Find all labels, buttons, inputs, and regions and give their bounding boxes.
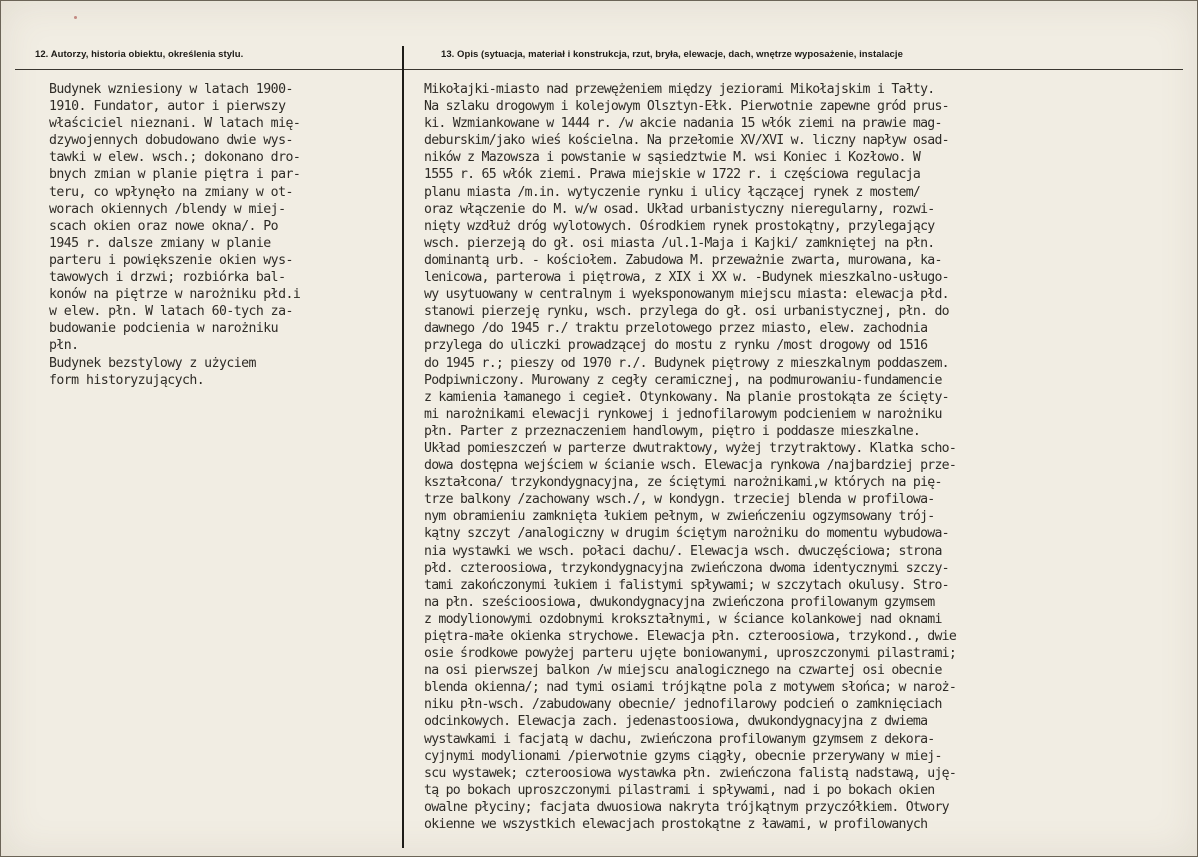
text-line: trze balkony /zachowany wsch./, w kondygn. trzeciej blenda w profilowa- — [424, 492, 935, 508]
text-line: ników z Mazowsza i powstanie w sąsiedztwie M. wsi Koniec i Kozłowo. W — [424, 150, 921, 166]
description-text — [424, 81, 1184, 833]
text-line: teru, co wpłynęło na zmiany w ot- — [49, 184, 293, 200]
text-line: dawnego /do 1945 r./ traktu przelotowego przez miasto, elew. zachodnia — [424, 321, 928, 337]
text-line: Podpiwniczony. Murowany z cegły ceramicznej, na podmurowaniu-fundamencie — [424, 372, 942, 388]
text-line: form historyzujących. — [49, 372, 205, 388]
text-line: lenicowa, parterowa i piętrowa, z XIX i XX w. -Budynek mieszkalno-usługo- — [424, 270, 949, 286]
text-line: stanowi pierzeję rynku, wsch. przylega do gł. osi urbanistycznej, płn. do — [424, 304, 949, 320]
text-line: scach okien oraz nowe okna/. Po — [49, 218, 279, 234]
text-line: Układ pomieszczeń w parterze dwutraktowy, wyżej trzytraktowy. Klatka scho- — [424, 440, 957, 456]
text-line: tawowych i drzwi; rozbiórka bal- — [49, 270, 286, 286]
text-line: z kamienia łamanego i cegieł. Otynkowany. Na planie prostokąta ze ścięty- — [424, 389, 949, 405]
text-line: planu miasta /m.in. wytyczenie rynku i ulicy łączącej rynek z mostem/ — [424, 184, 921, 200]
text-line: kątny szczyt /analogiczny w drugim ściętym narożniku do momentu wybudowa- — [424, 526, 949, 542]
text-line: tą po bokach uproszczonymi pilastrami i spływami, nad i po bokach okien — [424, 782, 935, 798]
text-line: nia wystawki we wsch. połaci dachu/. Elewacja wsch. dwuczęściowa; strona — [424, 543, 942, 559]
text-line: na płn. sześcioosiowa, dwukondygnacyjna zwieńczona profilowanym gzymsem — [424, 594, 935, 610]
text-line: płn. Parter z przeznaczeniem handlowym, piętro i poddasze mieszkalne. — [424, 423, 921, 439]
section-13-header: 13. Opis (sytuacja, materiał i konstrukcja, rzut, bryła, elewacje, dach, wnętrze wyposażenie, instalacje — [441, 49, 903, 60]
text-line: właściciel nieznani. W latach mię- — [49, 116, 301, 132]
text-line: wsch. pierzeją do gł. osi miasta /ul.1-Maja i Kajki/ zamkniętej na płn. — [424, 235, 935, 251]
text-line: piętra-małe okienka strychowe. Elewacja płn. czteroosiowa, trzykond., dwie — [424, 629, 957, 644]
text-line: Budynek bezstylowy z użyciem — [49, 355, 256, 371]
ink-speck — [74, 16, 77, 19]
text-line: w elew. płn. W latach 60-tych za- — [49, 304, 293, 320]
header-divider — [15, 69, 1183, 70]
text-line: niku płn-wsch. /zabudowany obecnie/ jednofilarowy podcień o zamknięciach — [424, 697, 942, 713]
text-line: tawki w elew. wsch.; dokonano dro- — [49, 150, 301, 166]
text-line: okienne we wszystkich elewacjach prostokątne z ławami, w profilowanych — [424, 817, 928, 833]
section-12-header: 12. Autorzy, historia obiektu, określenia stylu. — [35, 49, 244, 60]
text-line: ki. Wzmiankowane w 1444 r. /w akcie nadania 15 włók ziemi na prawie mag- — [424, 116, 942, 132]
text-line: z modylionowymi ozdobnymi krokształnymi, w ściance kolankowej nad oknami — [424, 611, 942, 627]
text-line: kształcona/ trzykondygnacyjna, ze ściętymi narożnikami,w których na pię- — [424, 475, 942, 491]
text-line: oraz włączenie do M. w/w osad. Układ urbanistyczny nieregularny, rozwi- — [424, 201, 935, 217]
text-line: wy usytuowany w centralnym i wyeksponowanym miejscu miasta: elewacja płd. — [424, 287, 949, 303]
text-line: 1910. Fundator, autor i pierwszy — [49, 99, 286, 115]
text-line: 1555 r. 65 włók ziemi. Prawa miejskie w 1722 r. i częściowa regulacja — [424, 167, 921, 183]
text-line: mi narożnikami elewacji rynkowej i jednofilarowym podcieniem w narożniku — [424, 406, 942, 422]
text-line: dowa dostępna wejściem w ścianie wsch. Elewacja rynkowa /najbardziej prze- — [424, 458, 957, 474]
text-line: na osi pierwszej balkon /w miejscu analogicznego na czwartej osi obecnie — [424, 663, 942, 679]
text-line: tami zakończonymi łukiem i falistymi spływami; w szczytach okulusy. Stro- — [424, 577, 949, 593]
text-line: nięty wzdłuż dróg wylotowych. Ośrodkiem rynek prostokątny, przylegający — [424, 218, 935, 234]
text-line: dominantą urb. - kościołem. Zabudowa M. przeważnie zwarta, murowana, ka- — [424, 252, 942, 268]
text-line: scu wystawek; czteroosiowa wystawka płn. zwieńczona falistą nadstawą, uję- — [424, 765, 957, 781]
text-line: owalne płyciny; facjata dwuosiowa nakryta trójkątnym przyczółkiem. Otwory — [424, 799, 949, 815]
text-line: konów na piętrze w narożniku płd.i — [49, 287, 301, 303]
text-line: blenda okienna/; nad tymi osiami trójkątne pola z motywem słońca; w naroż- — [424, 680, 957, 696]
text-line: płn. — [49, 338, 79, 354]
text-line: Mikołajki-miasto nad przewężeniem między jeziorami Mikołajskim i Tałty. — [424, 82, 935, 97]
text-line: deburskim/jako wieś kościelna. Na przełomie XV/XVI w. liczny napływ osad- — [424, 133, 949, 149]
text-line: przylega do uliczki prowadzącej do mostu z rynku /most drogowy od 1516 — [424, 338, 928, 354]
text-line: worach okiennych /blendy w miej- — [49, 201, 286, 217]
text-line: 1945 r. dalsze zmiany w planie — [49, 235, 271, 251]
text-line: Budynek wzniesiony w latach 1900- — [49, 82, 293, 97]
text-line: nym obramieniu zamknięta łukiem pełnym, w zwieńczeniu ogzymsowany trój- — [424, 509, 935, 525]
text-line: płd. czteroosiowa, trzykondygnacyjna zwieńczona dwoma identycznymi szczy- — [424, 560, 949, 576]
text-line: odcinkowych. Elewacja zach. jedenastoosiowa, dwukondygnacyjna z dwiema — [424, 714, 928, 730]
authors-history-text — [49, 81, 394, 389]
text-line: budowanie podcienia w narożniku — [49, 321, 279, 337]
text-line: osie środkowe powyżej parteru ujęte boniowanymi, uproszczonymi pilastrami; — [424, 646, 957, 662]
text-line: do 1945 r.; pieszy od 1970 r./. Budynek piętrowy z mieszkalnym poddaszem. — [424, 355, 949, 371]
text-line: Na szlaku drogowym i kolejowym Olsztyn-Ełk. Pierwotnie zapewne gród prus- — [424, 99, 949, 115]
text-line: cyjnymi modylionami /pierwotnie gzyms ciągły, obecnie przerywany w miej- — [424, 748, 942, 764]
text-line: bnych zmian w planie piętra i par- — [49, 167, 301, 183]
text-line: parteru i powiększenie okien wys- — [49, 252, 293, 268]
text-line: wystawkami i facjatą w dachu, zwieńczona profilowanym gzymsem z dekora- — [424, 731, 935, 747]
column-divider — [402, 46, 404, 848]
text-line: dzywojennych dobudowano dwie wys- — [49, 133, 293, 149]
